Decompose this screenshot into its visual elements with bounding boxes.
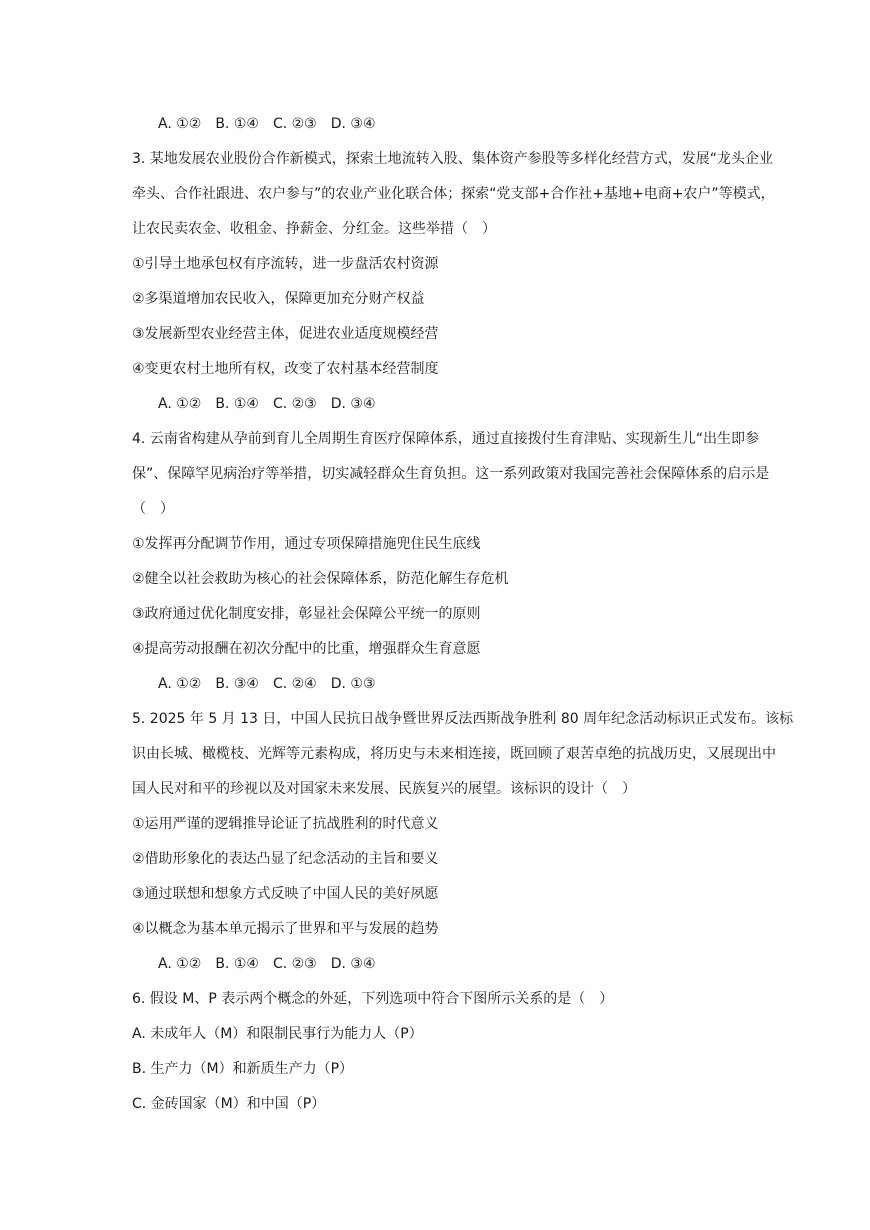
- q5-item-3: ③通过联想和想象方式反映了中国人民的美好夙愿: [132, 886, 439, 902]
- q3-options: A. ①② B. ①④ C. ②③ D. ③④: [158, 396, 376, 412]
- q4-stem-line-1: 4. 云南省构建从孕前到育儿全周期生育医疗保障体系，通过直接拨付生育津贴、实现新生儿“出生即参: [132, 431, 760, 447]
- q5-item-2: ②借助形象化的表达凸显了纪念活动的主旨和要义: [132, 851, 439, 867]
- q6-option-a: A. 未成年人（M）和限制民事行为能力人（P）: [132, 1026, 423, 1042]
- q4-stem-line-2: 保”、保障罕见病治疗等举措，切实减轻群众生育负担。这一系列政策对我国完善社会保障体系的启示是: [132, 466, 770, 482]
- q3-stem-line-1: 3. 某地发展农业股份合作新模式，探索土地流转入股、集体资产参股等多样化经营方式，发展“龙头企业: [132, 151, 774, 167]
- q4-options: A. ①② B. ③④ C. ②④ D. ①③: [158, 676, 376, 692]
- q5-options: A. ①② B. ①④ C. ②③ D. ③④: [158, 956, 376, 972]
- q5-stem-line-1: 5. 2025 年 5 月 13 日，中国人民抗日战争暨世界反法西斯战争胜利 80 周年纪念活动标识正式发布。该标: [132, 711, 794, 727]
- q4-item-2: ②健全以社会救助为核心的社会保障体系，防范化解生存危机: [132, 571, 509, 587]
- q4-item-3: ③政府通过优化制度安排，彰显社会保障公平统一的原则: [132, 606, 481, 622]
- q5-item-1: ①运用严谨的逻辑推导论证了抗战胜利的时代意义: [132, 816, 439, 832]
- q4-item-1: ①发挥再分配调节作用，通过专项保障措施兜住民生底线: [132, 536, 481, 552]
- q5-item-4: ④以概念为基本单元揭示了世界和平与发展的趋势: [132, 921, 439, 937]
- q6-stem: 6. 假设 M、P 表示两个概念的外延，下列选项中符合下图所示关系的是（ ）: [132, 991, 614, 1007]
- q3-item-2: ②多渠道增加农民收入，保障更加充分财产权益: [132, 291, 425, 307]
- q4-stem-line-3: （ ）: [132, 501, 174, 517]
- q6-option-c: C. 金砖国家（M）和中国（P）: [132, 1096, 326, 1112]
- q3-stem-line-3: 让农民卖农金、收租金、挣薪金、分红金。这些举措（ ）: [132, 221, 496, 237]
- q6-option-b: B. 生产力（M）和新质生产力（P）: [132, 1061, 354, 1077]
- q3-item-1: ①引导土地承包权有序流转，进一步盘活农村资源: [132, 256, 439, 272]
- q3-item-4: ④变更农村土地所有权，改变了农村基本经营制度: [132, 361, 439, 377]
- q3-stem-line-2: 牵头、合作社跟进、农户参与”的农业产业化联合体；探索“党支部+合作社+基地+电商+农户”等模式，: [132, 186, 775, 202]
- q4-item-4: ④提高劳动报酬在初次分配中的比重，增强群众生育意愿: [132, 641, 481, 657]
- q5-stem-line-2: 识由长城、橄榄枝、光辉等元素构成，将历史与未来相连接，既回顾了艰苦卓绝的抗战历史，又展现出中: [132, 746, 776, 762]
- q2-options: A. ①② B. ①④ C. ②③ D. ③④: [158, 116, 376, 132]
- q5-stem-line-3: 国人民对和平的珍视以及对国家未来发展、民族复兴的展望。该标识的设计（ ）: [132, 781, 636, 797]
- q3-item-3: ③发展新型农业经营主体，促进农业适度规模经营: [132, 326, 439, 342]
